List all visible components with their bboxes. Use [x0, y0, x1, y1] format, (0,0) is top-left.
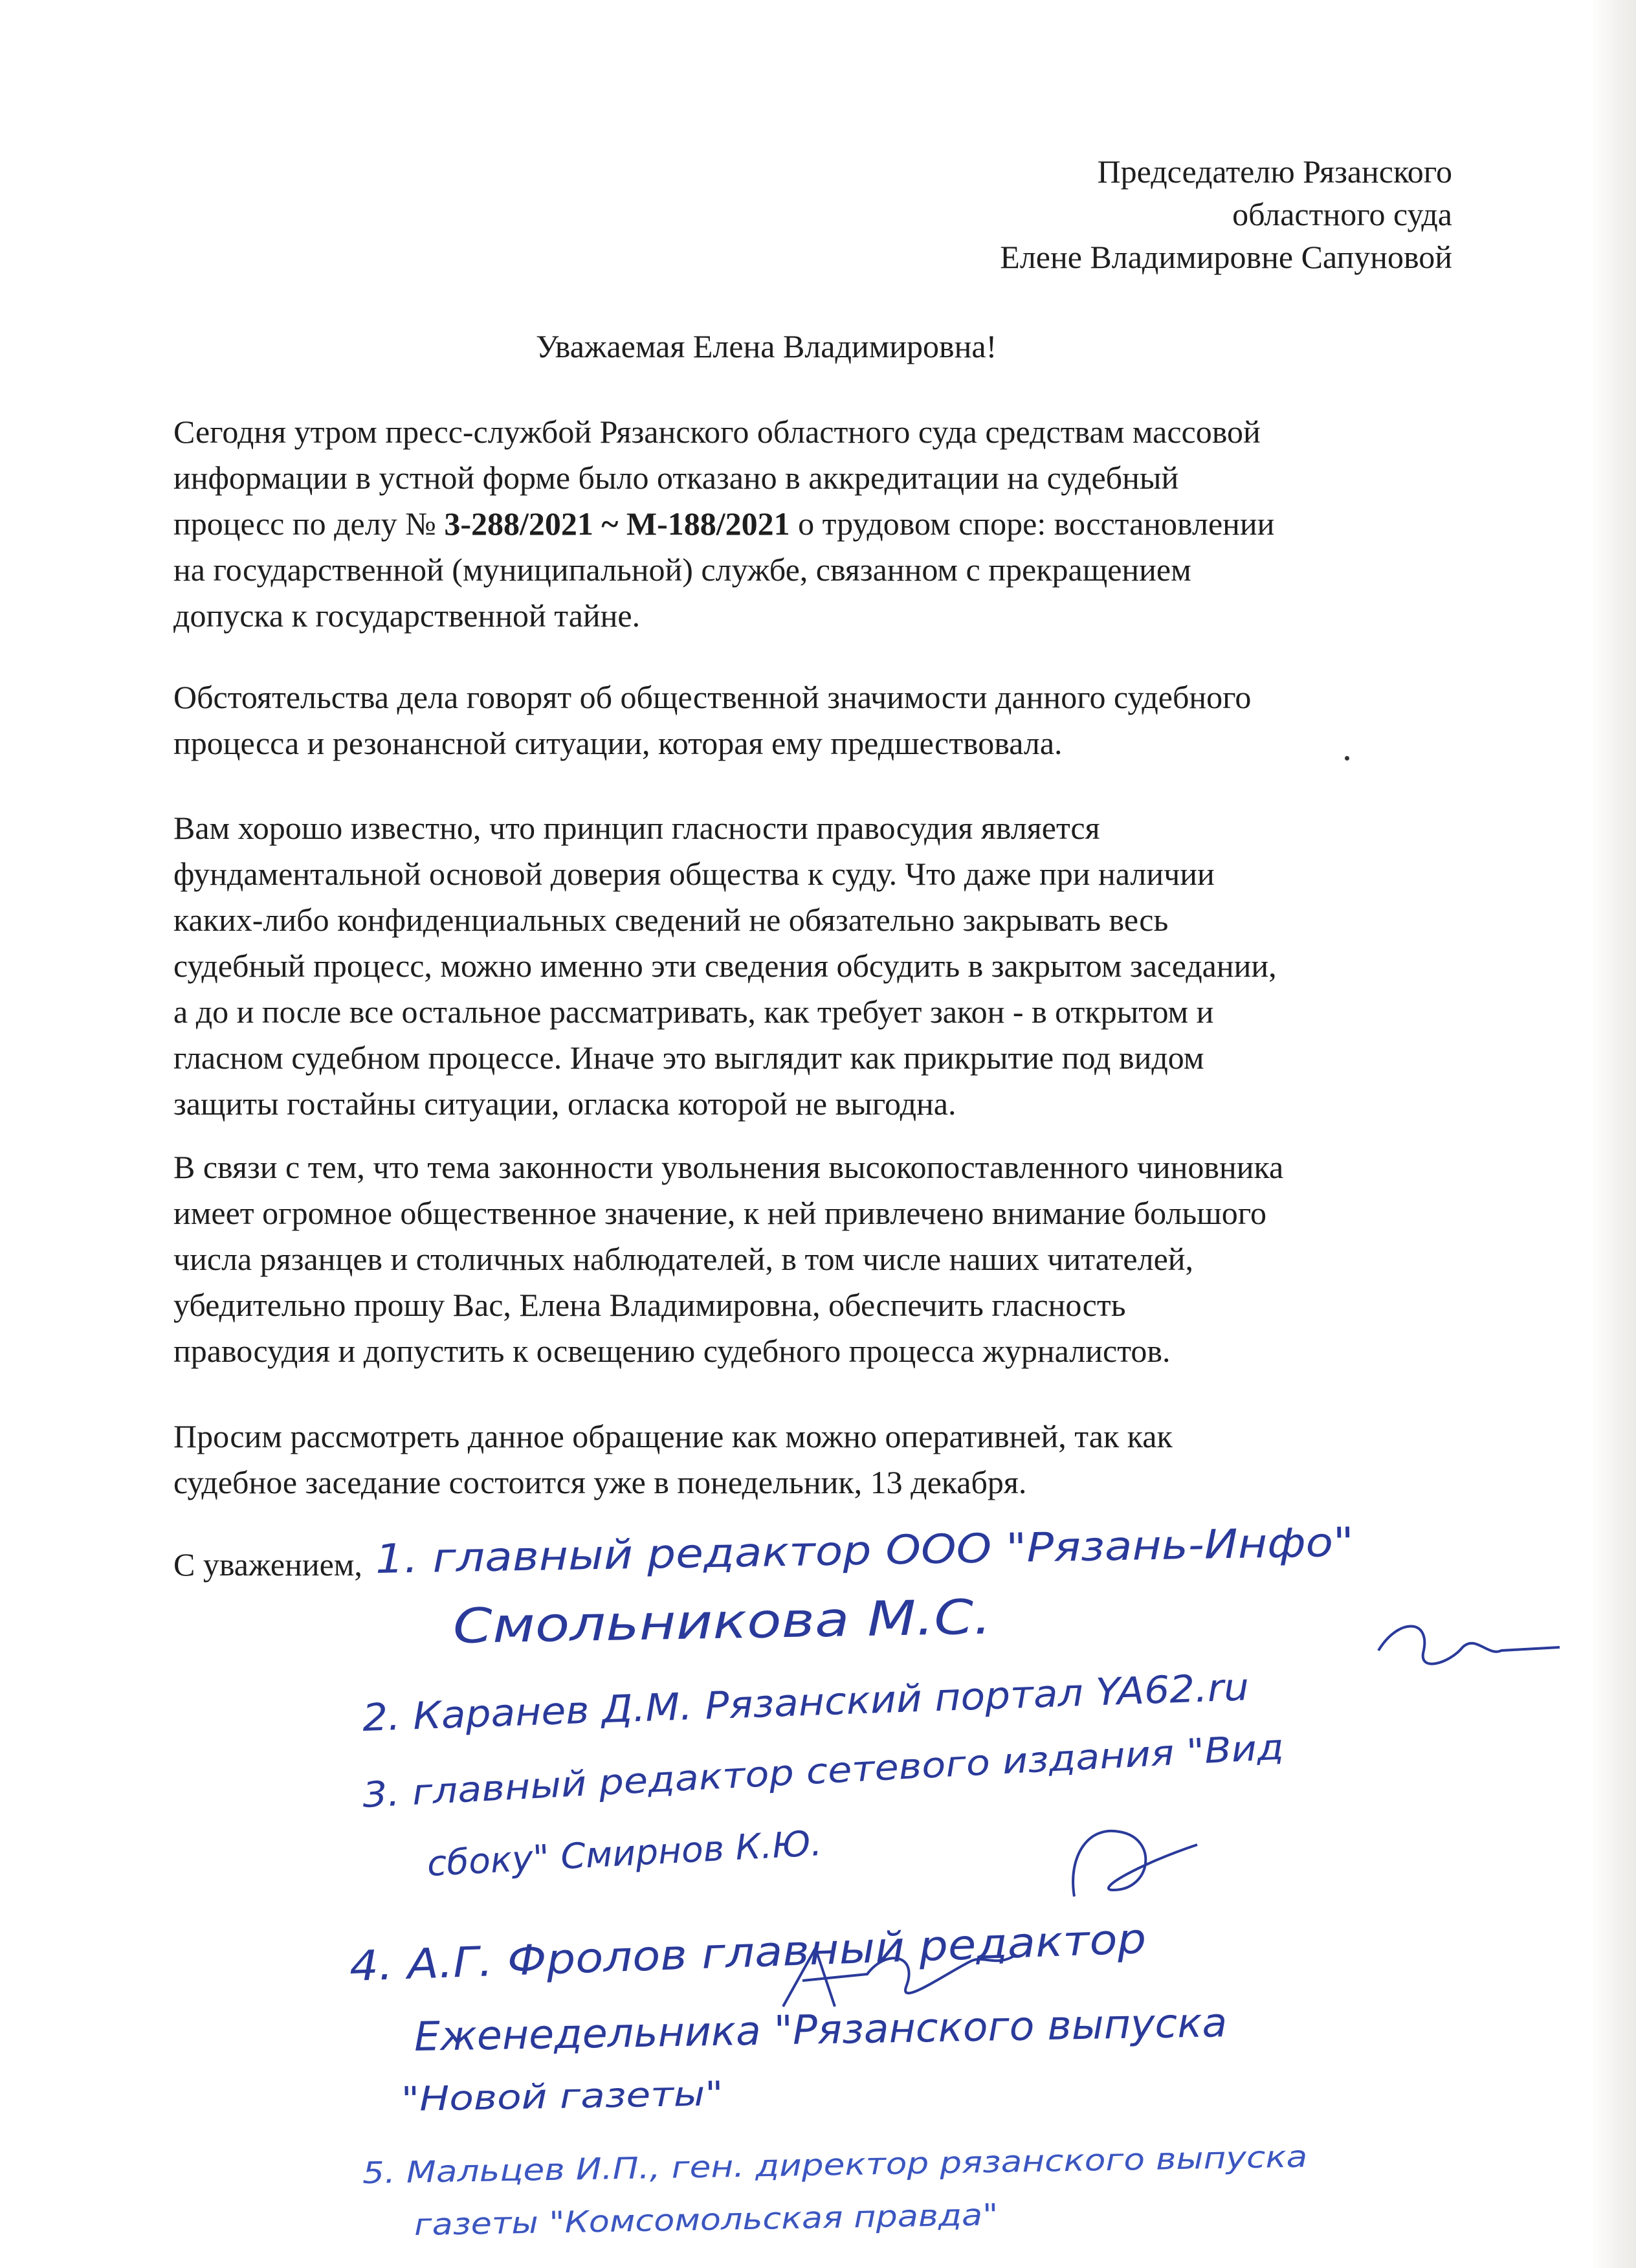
- paragraph-line: убедительно прошу Вас, Елена Владимировна, обеспечить гласность: [173, 1287, 1126, 1323]
- addressee-line: Елене Владимировне Сапуновой: [1000, 239, 1452, 275]
- case-prefix: процесс по делу №: [173, 506, 445, 542]
- paragraph-line: гласном судебном процессе. Иначе это выглядит как прикрытие под видом: [173, 1040, 1204, 1076]
- paragraph-line: а до и после все остальное рассматривать, как требует закон - в открытом и: [173, 994, 1214, 1030]
- paragraph-line: правосудия и допустить к освещению судебного процесса журналистов.: [173, 1333, 1171, 1369]
- case-suffix: о трудовом споре: восстановлении: [790, 506, 1275, 542]
- handwritten-signatures: [348, 1518, 1592, 2242]
- paragraph-line: Обстоятельства дела говорят об общественной значимости данного судебного: [173, 679, 1252, 715]
- signature-line: Еженедельника "Рязанского выпуска: [414, 1999, 1228, 2060]
- signature-line: 2. Каранев Д.М. Рязанский портал YA62.ru: [361, 1665, 1250, 1740]
- paragraph-line: Сегодня утром пресс-службой Рязанского областного суда средствам массовой: [173, 414, 1261, 450]
- stray-dot-mark: [1345, 756, 1349, 761]
- paragraph-line: процесса и резонансной ситуации, которая ему предшествовала.: [173, 725, 1063, 761]
- addressee-line: Председателю Рязанского: [1097, 153, 1452, 190]
- paragraph-line: защиты гостайны ситуации, огласка которой не выгодна.: [173, 1085, 956, 1122]
- paragraph-line: Просим рассмотреть данное обращение как можно оперативней, так как: [173, 1418, 1173, 1454]
- paragraph-line: В связи с тем, что тема законности увольнения высокопоставленного чиновника: [173, 1149, 1284, 1185]
- paragraph-line: каких-либо конфиденциальных сведений не обязательно закрывать весь: [173, 902, 1169, 938]
- signature-line: сбоку" Смирнов К.Ю.: [426, 1823, 823, 1884]
- signature-line: "Новой газеты": [401, 2074, 724, 2119]
- paragraph-line: фундаментальной основой доверия общества к суду. Что даже при наличии: [173, 856, 1215, 892]
- paragraph-line: числа рязанцев и столичных наблюдателей, в том числе наших читателей,: [173, 1241, 1194, 1277]
- paragraph-urgency: [173, 1414, 1500, 1506]
- case-number: 3-288/2021 ~ М-188/2021: [444, 506, 790, 542]
- paragraph-public-significance: [173, 674, 1500, 766]
- signature-scribble-3: [777, 1935, 1022, 2026]
- signature-line: Смольникова М.С.: [452, 1589, 992, 1654]
- paragraph-line: [173, 501, 1500, 547]
- paragraph-line: судебный процесс, можно именно эти сведения обсудить в закрытом заседании,: [173, 948, 1277, 984]
- signature-line: 1. главный редактор ООО "Рязань-Инфо": [375, 1518, 1354, 1583]
- scan-edge-shadow: [1591, 0, 1636, 2268]
- addressee-block: [1000, 150, 1452, 278]
- paragraph-accreditation-refusal: [173, 409, 1500, 639]
- signature-line: 5. Мальцев И.П., ген. директор рязанского выпуска: [362, 2139, 1308, 2190]
- paragraph-openness-principle: [173, 805, 1500, 1127]
- salutation: Уважаемая Елена Владимировна!: [536, 328, 997, 364]
- signature-line: 4. А.Г. Фролов главный редактор: [348, 1915, 1147, 1991]
- closing-regards: С уважением,: [173, 1546, 362, 1583]
- paragraph-line: судебное заседание состоится уже в понедельник, 13 декабря.: [173, 1464, 1027, 1500]
- signature-scribble-2: [1061, 1819, 1210, 1909]
- paragraph-line: допуска к государственной тайне.: [173, 597, 641, 634]
- signature-scribble-1: [1372, 1612, 1566, 1683]
- paragraph-line: информации в устной форме было отказано в аккредитации на судебный: [173, 460, 1179, 496]
- signature-line: газеты "Комсомольская правда": [414, 2197, 999, 2242]
- paragraph-line: на государственной (муниципальной) службе, связанном с прекращением: [173, 551, 1191, 588]
- paragraph-line: Вам хорошо известно, что принцип гласности правосудия является: [173, 810, 1100, 846]
- paragraph-request: [173, 1144, 1500, 1374]
- paragraph-line: имеет огромное общественное значение, к ней привлечено внимание большого: [173, 1195, 1266, 1231]
- addressee-line: областного суда: [1232, 196, 1452, 232]
- signature-line: 3. главный редактор сетевого издания "Вид: [361, 1726, 1285, 1816]
